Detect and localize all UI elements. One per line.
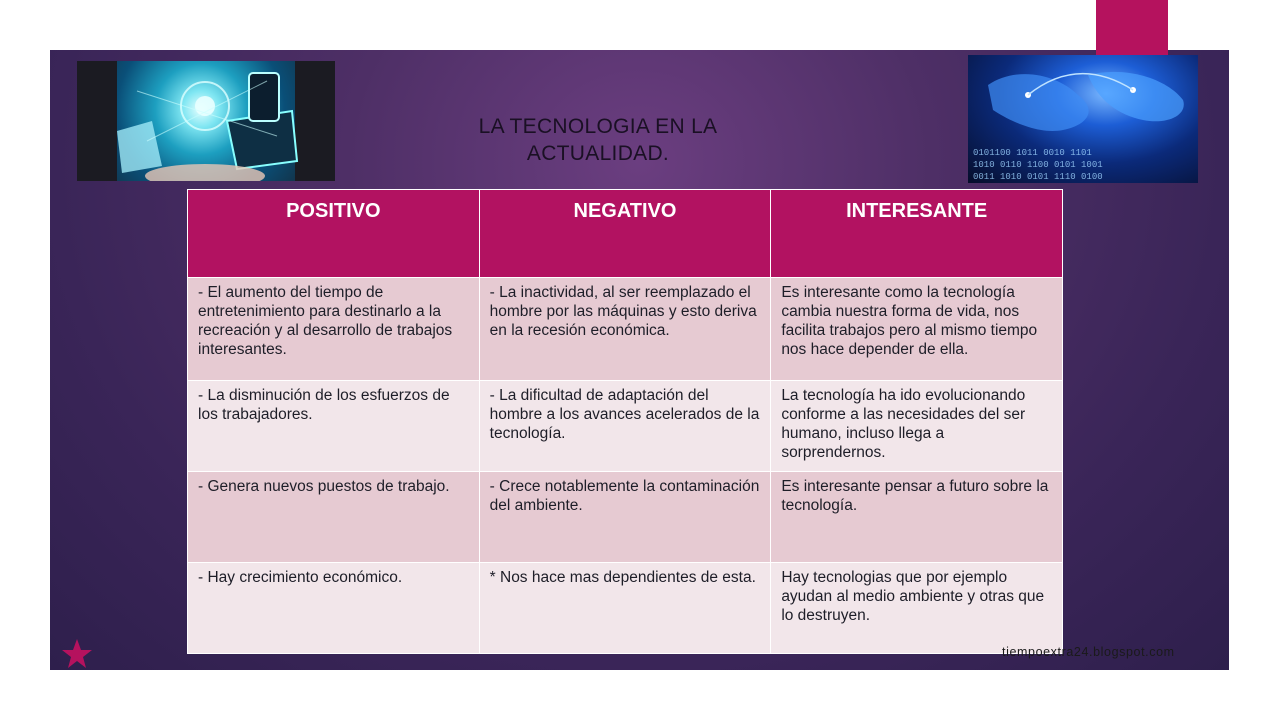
table-cell: La tecnología ha ido evolucionando conforme a las necesidades del ser humano, incluso llega a sorprendernos.	[771, 381, 1063, 472]
blog-url: tiempoextra24.blogspot.com	[1002, 645, 1175, 659]
technology-hands-illustration	[77, 61, 335, 181]
table-cell: - Hay crecimiento económico.	[188, 563, 480, 654]
header-interesante: INTERESANTE	[771, 190, 1063, 278]
world-network-image	[968, 55, 1198, 183]
technology-hands-image	[77, 61, 335, 181]
table-cell: - Genera nuevos puestos de trabajo.	[188, 472, 480, 563]
svg-text:0101100 1011 0010 1101: 0101100 1011 0010 1101	[973, 148, 1092, 158]
comparison-table	[187, 189, 1063, 654]
star-icon	[60, 637, 94, 671]
header-negativo: NEGATIVO	[479, 190, 771, 278]
table-cell: - La dificultad de adaptación del hombre a los avances acelerados de la tecnología.	[479, 381, 771, 472]
table-row	[188, 381, 1063, 472]
table-cell: - La disminución de los esfuerzos de los trabajadores.	[188, 381, 480, 472]
table-row	[188, 563, 1063, 654]
table-cell: * Nos hace mas dependientes de esta.	[479, 563, 771, 654]
table-cell: Es interesante pensar a futuro sobre la tecnología.	[771, 472, 1063, 563]
accent-tab	[1096, 0, 1168, 55]
table-cell: - El aumento del tiempo de entretenimiento para destinarlo a la recreación y al desarrollo de trabajos interesantes.	[188, 278, 480, 381]
table-cell: - La inactividad, al ser reemplazado el hombre por las máquinas y esto deriva en la recesión económica.	[479, 278, 771, 381]
slide-title: LA TECNOLOGIA EN LA ACTUALIDAD.	[478, 115, 718, 165]
svg-text:1010 0110 1100 0101 1001: 1010 0110 1100 0101 1001	[973, 160, 1103, 170]
table-row	[188, 278, 1063, 381]
table-cell: Es interesante como la tecnología cambia nuestra forma de vida, nos facilita trabajos pero al mismo tiempo nos hace depender de ella.	[771, 278, 1063, 381]
table-header-row	[188, 190, 1063, 278]
header-positivo: POSITIVO	[188, 190, 480, 278]
table-row	[188, 472, 1063, 563]
svg-text:0011 1010 0101 1110 0100: 0011 1010 0101 1110 0100	[973, 172, 1103, 182]
table-cell: Hay tecnologias que por ejemplo ayudan al medio ambiente y otras que lo destruyen.	[771, 563, 1063, 654]
world-network-illustration	[968, 55, 1198, 183]
table-cell: - Crece notablemente la contaminación del ambiente.	[479, 472, 771, 563]
